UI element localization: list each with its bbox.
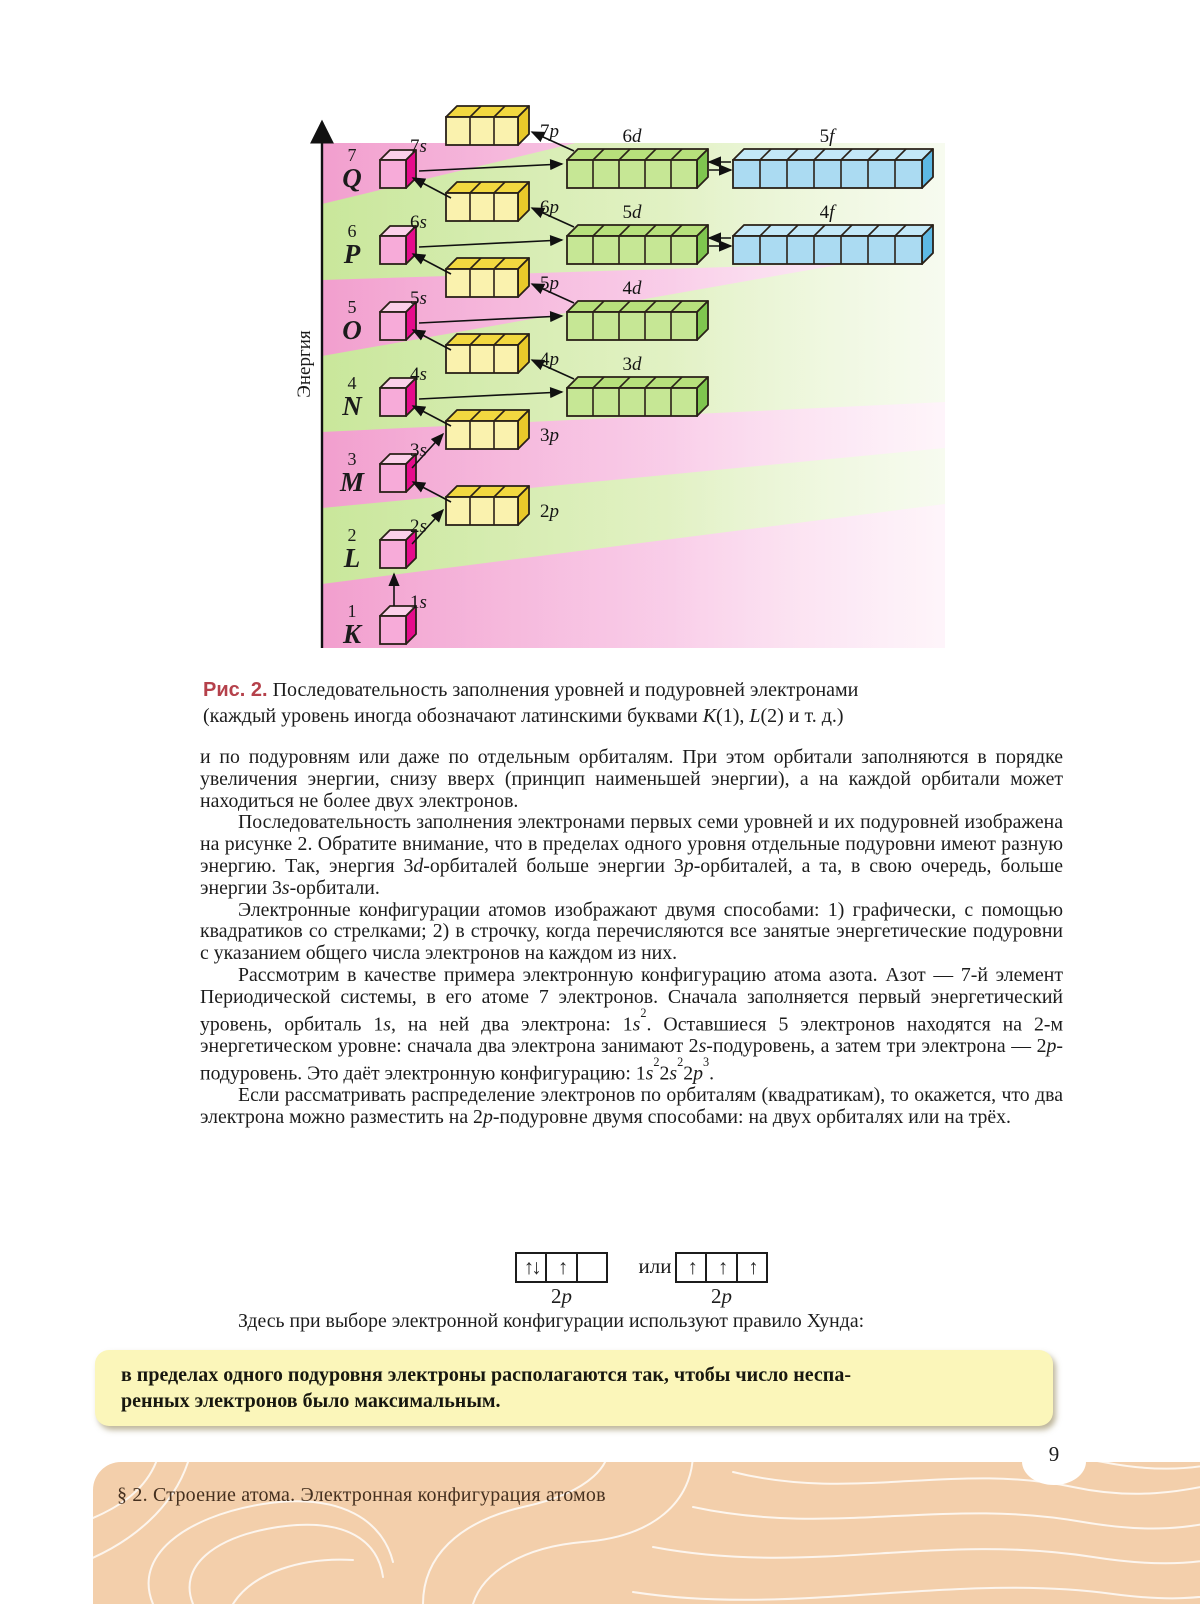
figure-caption xyxy=(203,678,1003,729)
orbital-block-4p xyxy=(446,334,529,373)
orbital-label-4f: 4f xyxy=(819,202,835,223)
figure-2-energy-diagram xyxy=(0,0,1200,660)
orbital-block-5d xyxy=(567,225,708,264)
orbital-block-4f xyxy=(733,225,933,264)
level-label-5O: 5 O xyxy=(342,297,362,345)
orbital-cell xyxy=(578,1254,606,1281)
orbital-label-4d: 4d xyxy=(622,278,642,299)
orbital-label-6d: 6d xyxy=(622,126,642,147)
orbital-label-3s: 3s xyxy=(410,440,427,461)
orbital-box-two-orbitals xyxy=(515,1252,608,1283)
footer-section-title: § 2. Строение атома. Электронная конфигурация атомов xyxy=(117,1484,606,1506)
orbital-label-3d: 3d xyxy=(622,354,642,375)
orbital-block-6p xyxy=(446,182,529,221)
orbital-block-5f xyxy=(733,149,933,188)
figure-caption-line1: Последовательность заполнения уровней и подуровней электронами xyxy=(272,679,859,701)
orbital-label-4s: 4s xyxy=(410,364,427,385)
orbital-label-7s: 7s xyxy=(410,136,427,157)
2p-label-left: 2p xyxy=(551,1284,572,1308)
orbital-label-7p: 7p xyxy=(540,121,559,142)
orbital-label-5f: 5f xyxy=(819,126,835,147)
hund-rule-callout: в пределах одного подуровня электроны располагаются так, чтобы число неспа- ренных электронов было максимальным. xyxy=(95,1350,1053,1426)
figure-caption-tag: Рис. 2. xyxy=(203,679,268,701)
orbital-block-7p xyxy=(446,106,529,145)
body-text xyxy=(200,747,1063,1129)
orbital-box-three-orbitals xyxy=(675,1252,768,1283)
orbital-cell: ↑↓ xyxy=(517,1254,547,1281)
level-label-6P: 6 P xyxy=(343,221,361,269)
level-label-4N: 4 N xyxy=(342,373,362,421)
hund-rule-intro: Здесь при выборе электронной конфигурации используют правило Хунда: xyxy=(238,1310,865,1332)
footer-panel xyxy=(93,1462,1200,1604)
level-label-2L: 2 L xyxy=(343,525,361,573)
paragraph: Если рассматривать распределение электронов по орбиталям (квадратикам), то окажется, что два электрона можно разместить на 2p-подуровне двумя способами: на двух орбиталях или на трёх. xyxy=(200,1084,1063,1128)
orbital-cell: ↑ xyxy=(547,1254,577,1281)
orbital-cell: ↑ xyxy=(748,1255,756,1279)
orbital-label-5d: 5d xyxy=(622,202,642,223)
paragraph: Электронные конфигурации атомов изображают двумя способами: 1) графически, с помощью квадратиков со стрелками; 2) в строчку, когда перечисляются все занятые энергетические подуровни с указанием общего числа электронов на каждом из них. xyxy=(200,898,1063,965)
orbital-block-4d xyxy=(567,301,708,340)
level-label-3M: 3 M xyxy=(339,449,364,497)
orbital-cell: ↑ xyxy=(677,1254,707,1281)
2p-label-right: 2p xyxy=(711,1284,732,1308)
orbital-block-3p xyxy=(446,410,529,449)
orbital-block-3d xyxy=(567,377,708,416)
paragraph: Рассмотрим в качестве примера электронную конфигурацию атома азота. Азот — 7-й элемент Периодической системы, в его атоме 7 электронов. Сначала заполняется первый энергетический уровень, орбиталь 1s, на ней два электрона: $1s^2$. Оставшиеся 5 электронов находятся на 2-м энергетическом уровне: сначала два электрона занимают 2s-подуровень, а затем три электрона — 2p-подуровень. Это даёт электронную конфигурацию: $1s^22s^22p^3$. xyxy=(200,963,1064,1085)
level-label-1K: 1 K xyxy=(342,601,361,649)
orbital-block-5p xyxy=(446,258,529,297)
orbital-label-1s: 1s xyxy=(410,592,427,613)
orbital-label-3p: 3p xyxy=(540,425,559,446)
orbital-block-6d xyxy=(567,149,708,188)
orbital-block-2p xyxy=(446,486,529,525)
energy-axis-label: Энергия xyxy=(294,330,315,398)
level-label-7Q: 7 Q xyxy=(342,145,362,193)
page-number: 9 xyxy=(1048,1442,1060,1466)
orbital-label-5p: 5p xyxy=(540,273,559,294)
orbital-label-5s: 5s xyxy=(410,288,427,309)
orbital-label-2s: 2s xyxy=(410,516,427,537)
orbital-label-6s: 6s xyxy=(410,212,427,233)
or-label: или xyxy=(638,1254,672,1278)
energy-levels-diagram xyxy=(285,100,945,655)
orbital-label-4p: 4p xyxy=(540,349,559,370)
orbital-label-2p: 2p xyxy=(540,501,559,522)
orbital-label-6p: 6p xyxy=(540,197,559,218)
orbital-cell: ↑ xyxy=(707,1254,737,1281)
figure-caption-line2: (каждый уровень иногда обозначают латинскими буквами K(1), L(2) и т. д.) xyxy=(203,704,844,727)
paragraph: и по подуровням или даже по отдельным орбиталям. При этом орбитали заполняются в порядке увеличения энергии, снизу вверх (принцип наименьшей энергии), а на каждой орбитали может находиться не более двух электронов. xyxy=(200,746,1063,812)
paragraph: Последовательность заполнения электронами первых семи уровней и их подуровней изображена на рисунке 2. Обратите внимание, что в пределах одного уровня отдельные подуровни имеют разную энергию. Так, энергия 3d-орбиталей больше энергии 3p-орбиталей, а та, в свою очередь, больше энергии 3s-орбитали. xyxy=(200,811,1063,899)
